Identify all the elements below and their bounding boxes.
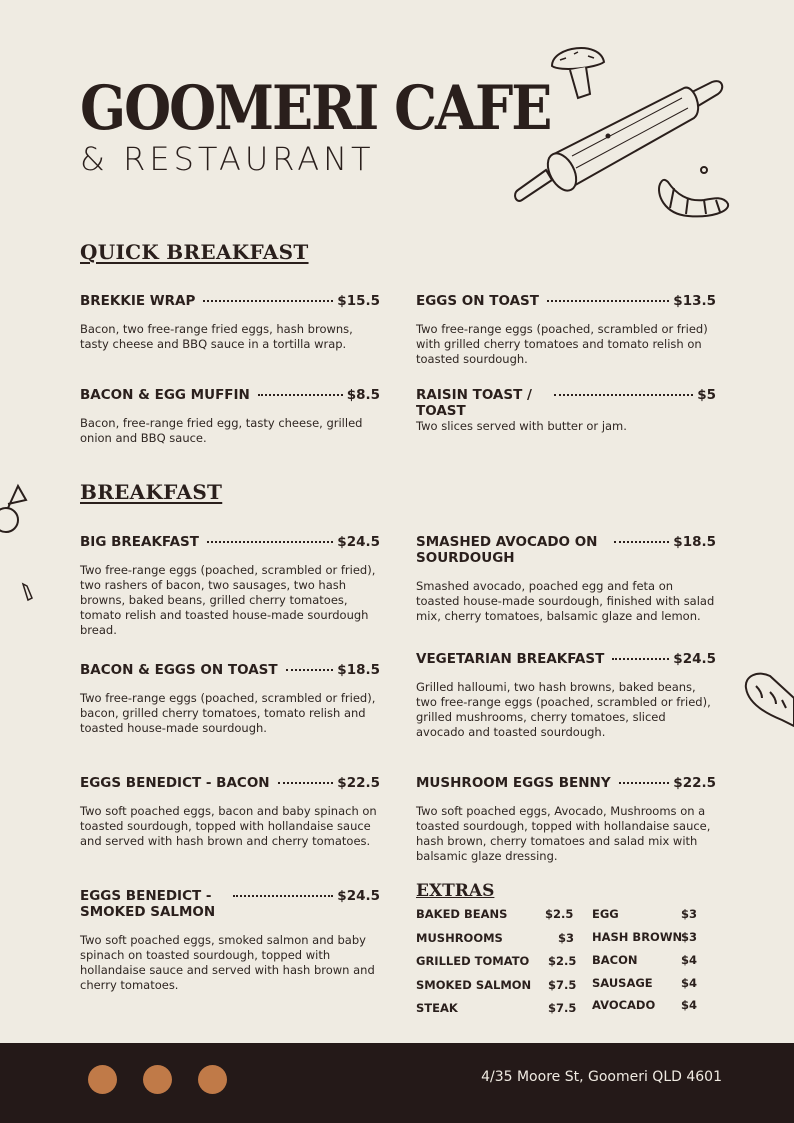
item-name: MUSHROOM EGGS BENNY [416, 775, 611, 791]
sprig-icon [20, 582, 34, 604]
extra-name: SAUSAGE [592, 976, 653, 990]
item-price: $22.5 [337, 775, 380, 791]
item-name: EGGS BENEDICT - BACON [80, 775, 270, 791]
item-name: EGGS ON TOAST [416, 293, 539, 309]
croissant-icon [654, 164, 734, 222]
extra-name: HASH BROWN [592, 930, 683, 944]
extra-price: $4 [681, 953, 698, 967]
item-description: Two free-range eggs (poached, scrambled or fried), two rashers of bacon, two sausages, two hash browns, baked beans, grilled cherry tomatoes, tomato relish and toasted house-made sourdough bread. [80, 563, 376, 637]
item-price: $24.5 [337, 888, 380, 904]
menu-item [80, 534, 380, 638]
leader-dots [612, 651, 669, 660]
menu-item [80, 387, 380, 446]
item-description: Bacon, free-range fried egg, tasty cheese, grilled onion and BBQ sauce. [80, 416, 363, 445]
item-price: $22.5 [673, 775, 716, 791]
leader-dots [233, 888, 333, 897]
item-description: Two slices served with butter or jam. [416, 419, 627, 433]
item-price: $5 [697, 387, 716, 403]
address: 4/35 Moore St, Goomeri QLD 4601 [481, 1069, 722, 1085]
section-heading-quick-breakfast: QUICK BREAKFAST [80, 240, 309, 264]
page-subtitle: & RESTAURANT [80, 140, 375, 178]
item-price: $18.5 [673, 534, 716, 550]
extra-price: $2.5 [545, 907, 574, 921]
menu-item [80, 293, 380, 352]
footer [0, 1043, 794, 1123]
item-description: Two soft poached eggs, bacon and baby spinach on toasted sourdough, topped with hollandaise sauce and served with hash brown and cherry tomatoes. [80, 804, 377, 848]
cherry-icon [0, 480, 30, 536]
item-price: $24.5 [337, 534, 380, 550]
leader-dots [203, 293, 333, 302]
extra-name: BAKED BEANS [416, 907, 508, 921]
item-description: Grilled halloumi, two hash browns, baked beans, two free-range eggs (poached, scrambled or fried), grilled mushrooms, cherry tomatoes, sliced avocado and toasted sourdough. [416, 680, 711, 739]
menu-item [416, 293, 716, 367]
item-name: RAISIN TOAST / TOAST [416, 387, 532, 419]
menu-item [80, 662, 380, 736]
extra-name: GRILLED TOMATO [416, 954, 530, 968]
leader-dots [258, 387, 343, 396]
item-price: $24.5 [673, 651, 716, 667]
extra-name: EGG [592, 907, 619, 921]
item-name: EGGS BENEDICT - SMOKED SALMON [80, 888, 216, 920]
extra-name: STEAK [416, 1001, 458, 1015]
extra-name: AVOCADO [592, 998, 656, 1012]
leader-dots [278, 775, 334, 784]
extra-price: $3 [558, 931, 575, 945]
menu-item [80, 888, 380, 993]
bread-icon [742, 668, 794, 728]
section-heading-breakfast: BREAKFAST [80, 480, 223, 504]
item-description: Two free-range eggs (poached, scrambled or fried) with grilled cherry tomatoes and tomato relish on toasted sourdough. [416, 322, 708, 366]
menu-item [416, 775, 716, 864]
menu-item [416, 387, 716, 434]
item-name: BREKKIE WRAP [80, 293, 196, 309]
item-description: Bacon, two free-range fried eggs, hash browns, tasty cheese and BBQ sauce in a tortilla wrap. [80, 322, 353, 351]
page-title: GOOMERI CAFE [80, 72, 551, 144]
item-price: $18.5 [337, 662, 380, 678]
item-description: Two soft poached eggs, smoked salmon and baby spinach on toasted sourdough, topped with hollandaise sauce and served with hash brown and cherry tomatoes. [80, 933, 375, 992]
menu-item [416, 651, 716, 740]
decor-dot [88, 1065, 117, 1094]
leader-dots [554, 387, 693, 396]
item-description: Two free-range eggs (poached, scrambled or fried), bacon, grilled cherry tomatoes, tomato relish and toasted house-made sourdough. [80, 691, 376, 735]
item-description: Smashed avocado, poached egg and feta on toasted house-made sourdough, finished with salad mix, cherry tomatoes, balsamic glaze and lemon. [416, 579, 715, 623]
extra-price: $4 [681, 998, 698, 1012]
item-name: VEGETARIAN BREAKFAST [416, 651, 605, 667]
extra-name: MUSHROOMS [416, 931, 503, 945]
item-price: $15.5 [337, 293, 380, 309]
leader-dots [547, 293, 669, 302]
section-heading-extras: EXTRAS [416, 881, 495, 901]
item-name: SMASHED AVOCADO ON SOURDOUGH [416, 534, 598, 566]
decor-dot [198, 1065, 227, 1094]
extra-price: $2.5 [548, 954, 577, 968]
extra-name: SMOKED SALMON [416, 978, 532, 992]
item-name: BACON & EGGS ON TOAST [80, 662, 278, 678]
item-price: $13.5 [673, 293, 716, 309]
extra-price: $7.5 [548, 1001, 577, 1015]
item-price: $8.5 [346, 387, 380, 403]
leader-dots [614, 534, 669, 543]
extra-price: $7.5 [548, 978, 577, 992]
extra-price: $3 [681, 930, 698, 944]
extra-price: $4 [681, 976, 698, 990]
extra-name: BACON [592, 953, 638, 967]
extra-price: $3 [681, 907, 698, 921]
leader-dots [207, 534, 333, 543]
menu-item [416, 534, 716, 624]
item-name: BACON & EGG MUFFIN [80, 387, 250, 403]
item-name: BIG BREAKFAST [80, 534, 199, 550]
item-description: Two soft poached eggs, Avocado, Mushrooms on a toasted sourdough, topped with hollandaise sauce, hash brown, cherry tomatoes and salad mix with balsamic glaze dressing. [416, 804, 711, 863]
menu-item [80, 775, 380, 849]
leader-dots [286, 662, 334, 671]
decor-dot [143, 1065, 172, 1094]
leader-dots [619, 775, 670, 784]
